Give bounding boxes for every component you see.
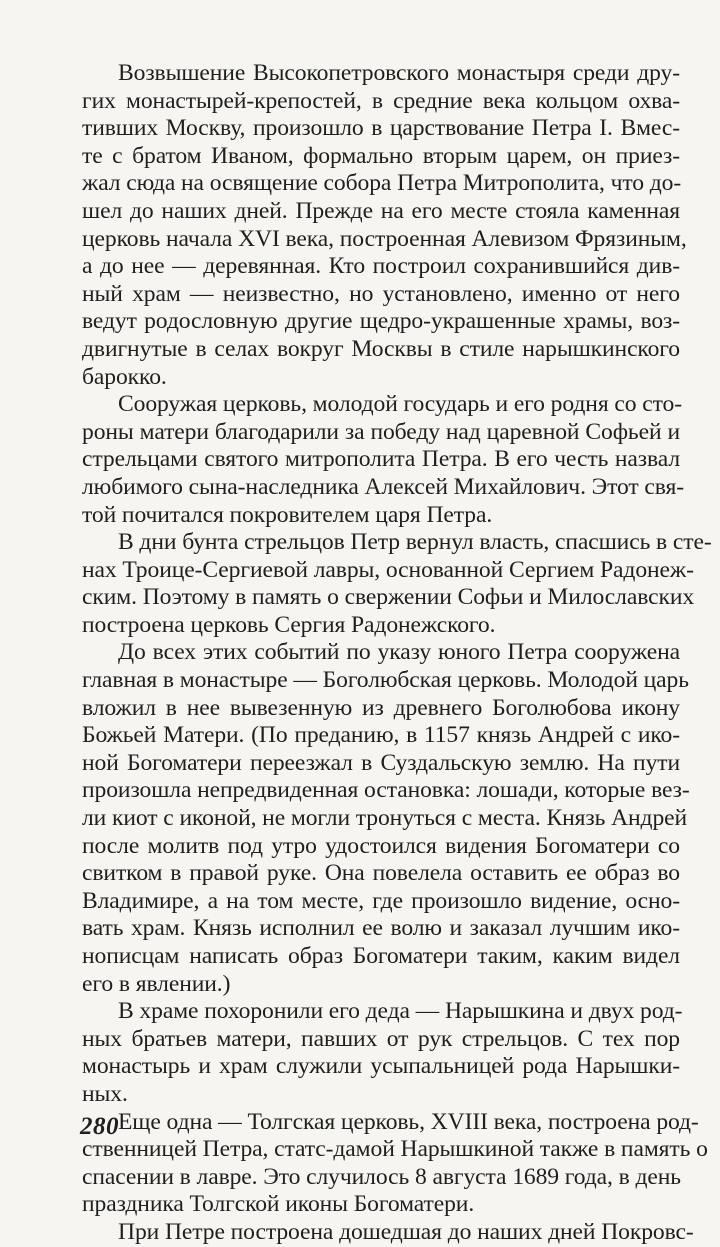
text-line: В дни бунта стрельцов Петр вернул власть, спасшись в сте- (118, 529, 712, 556)
text-line: главная в монастыре — Боголюбская церковь. Молодой царь (82, 667, 689, 694)
text-line: спасении в лавре. Это случилось 8 августа 1689 года, в день (82, 1163, 681, 1190)
text-line: ных. (82, 1080, 128, 1107)
page-text (82, 60, 712, 1247)
text-line: вать храм. Князь исполнил ее волю и заказал лучшим ико- (82, 915, 680, 942)
text-line: ведут родословную другие щедро-украшенные храмы, воз- (82, 308, 680, 335)
text-line: те с братом Иваном, формально вторым царем, он приез- (82, 142, 680, 169)
text-line: ли киот с иконой, не могли тронуться с места. Князь Андрей (82, 805, 688, 832)
text-line: ной Богоматери переезжал в Суздальскую землю. На пути (82, 749, 680, 776)
text-line: нописцам написать образ Богоматери таким, каким видел (82, 943, 680, 969)
text-line: тивших Москву, произошло в царствование Петра I. Вмес- (82, 115, 680, 142)
text-line: после молитв под утро удостоился видения Богоматери со (82, 832, 680, 859)
text-line: ных братьев матери, павших от рук стрельцов. С тех пор (82, 1025, 680, 1052)
text-line: а до нее — деревянная. Кто построил сохранившийся див- (82, 253, 680, 280)
text-line: шел до наших дней. Прежде на его месте стояла каменная (82, 197, 680, 224)
text-line: роны матери благодарили за победу над царевной Софьей и (82, 418, 680, 445)
text-line: При Петре построена дошедшая до наших дней Покровс- (118, 1218, 694, 1245)
text-line: В храме похоронили его деда — Нарышкина и двух род- (118, 998, 683, 1025)
text-line: монастырь и храм служили усыпальницей рода Нарышки- (82, 1053, 680, 1080)
text-line: произошла непредвиденная остановка: лошади, которые вез- (82, 777, 690, 804)
text-line: праздника Толгской иконы Богоматери. (82, 1191, 475, 1218)
text-line: ственницей Петра, статс-дамой Нарышкиной также в память о (82, 1136, 708, 1163)
text-line: стрельцами святого митрополита Петра. В его честь назвал (82, 446, 680, 473)
text-line: Владимире, а на том месте, где произошло видение, осно- (82, 887, 680, 914)
text-line: свитком в правой руке. Она повелела оставить ее образ во (82, 860, 680, 887)
text-line: двигнутые в селах вокруг Москвы в стиле нарышкинского (82, 335, 680, 362)
text-line: его в явлении.) (82, 970, 231, 997)
text-line: гих монастырей-крепостей, в средние века кольцом охва- (82, 87, 680, 114)
text-line: ским. Поэтому в память о свержении Софьи и Милославских (82, 584, 695, 611)
text-line: До всех этих событий по указу юного Петра сооружена (118, 639, 680, 666)
page-number: 280 (80, 1113, 119, 1140)
text-line: Возвышение Высокопетровского монастыря среди дру- (118, 60, 680, 86)
text-line: нах Троице-Сергиевой лавры, основанной Сергием Радонеж- (82, 556, 694, 583)
text-line: ный храм — неизвестно, но установлено, именно от него (82, 280, 680, 307)
text-line: Еще одна — Толгская церковь, XVIII века, построена род- (118, 1108, 699, 1135)
text-line: построена церковь Сергия Радонежского. (82, 611, 496, 638)
text-line: любимого сына-наследника Алексей Михайлович. Этот свя- (82, 473, 685, 500)
text-line: вложил в нее вывезенную из древнего Боголюбова икону (82, 694, 680, 721)
text-line: церковь начала XVI века, построенная Алевизом Фрязиным, (82, 225, 687, 252)
text-line: барокко. (82, 363, 167, 390)
text-line: той почитался покровителем царя Петра. (82, 501, 493, 528)
text-line: жал сюда на освящение собора Петра Митрополита, что до- (82, 170, 682, 197)
text-line: Божьей Матери. (По преданию, в 1157 князь Андрей с ико- (82, 722, 680, 749)
text-line: Сооружая церковь, молодой государь и его родня со сто- (118, 391, 682, 418)
